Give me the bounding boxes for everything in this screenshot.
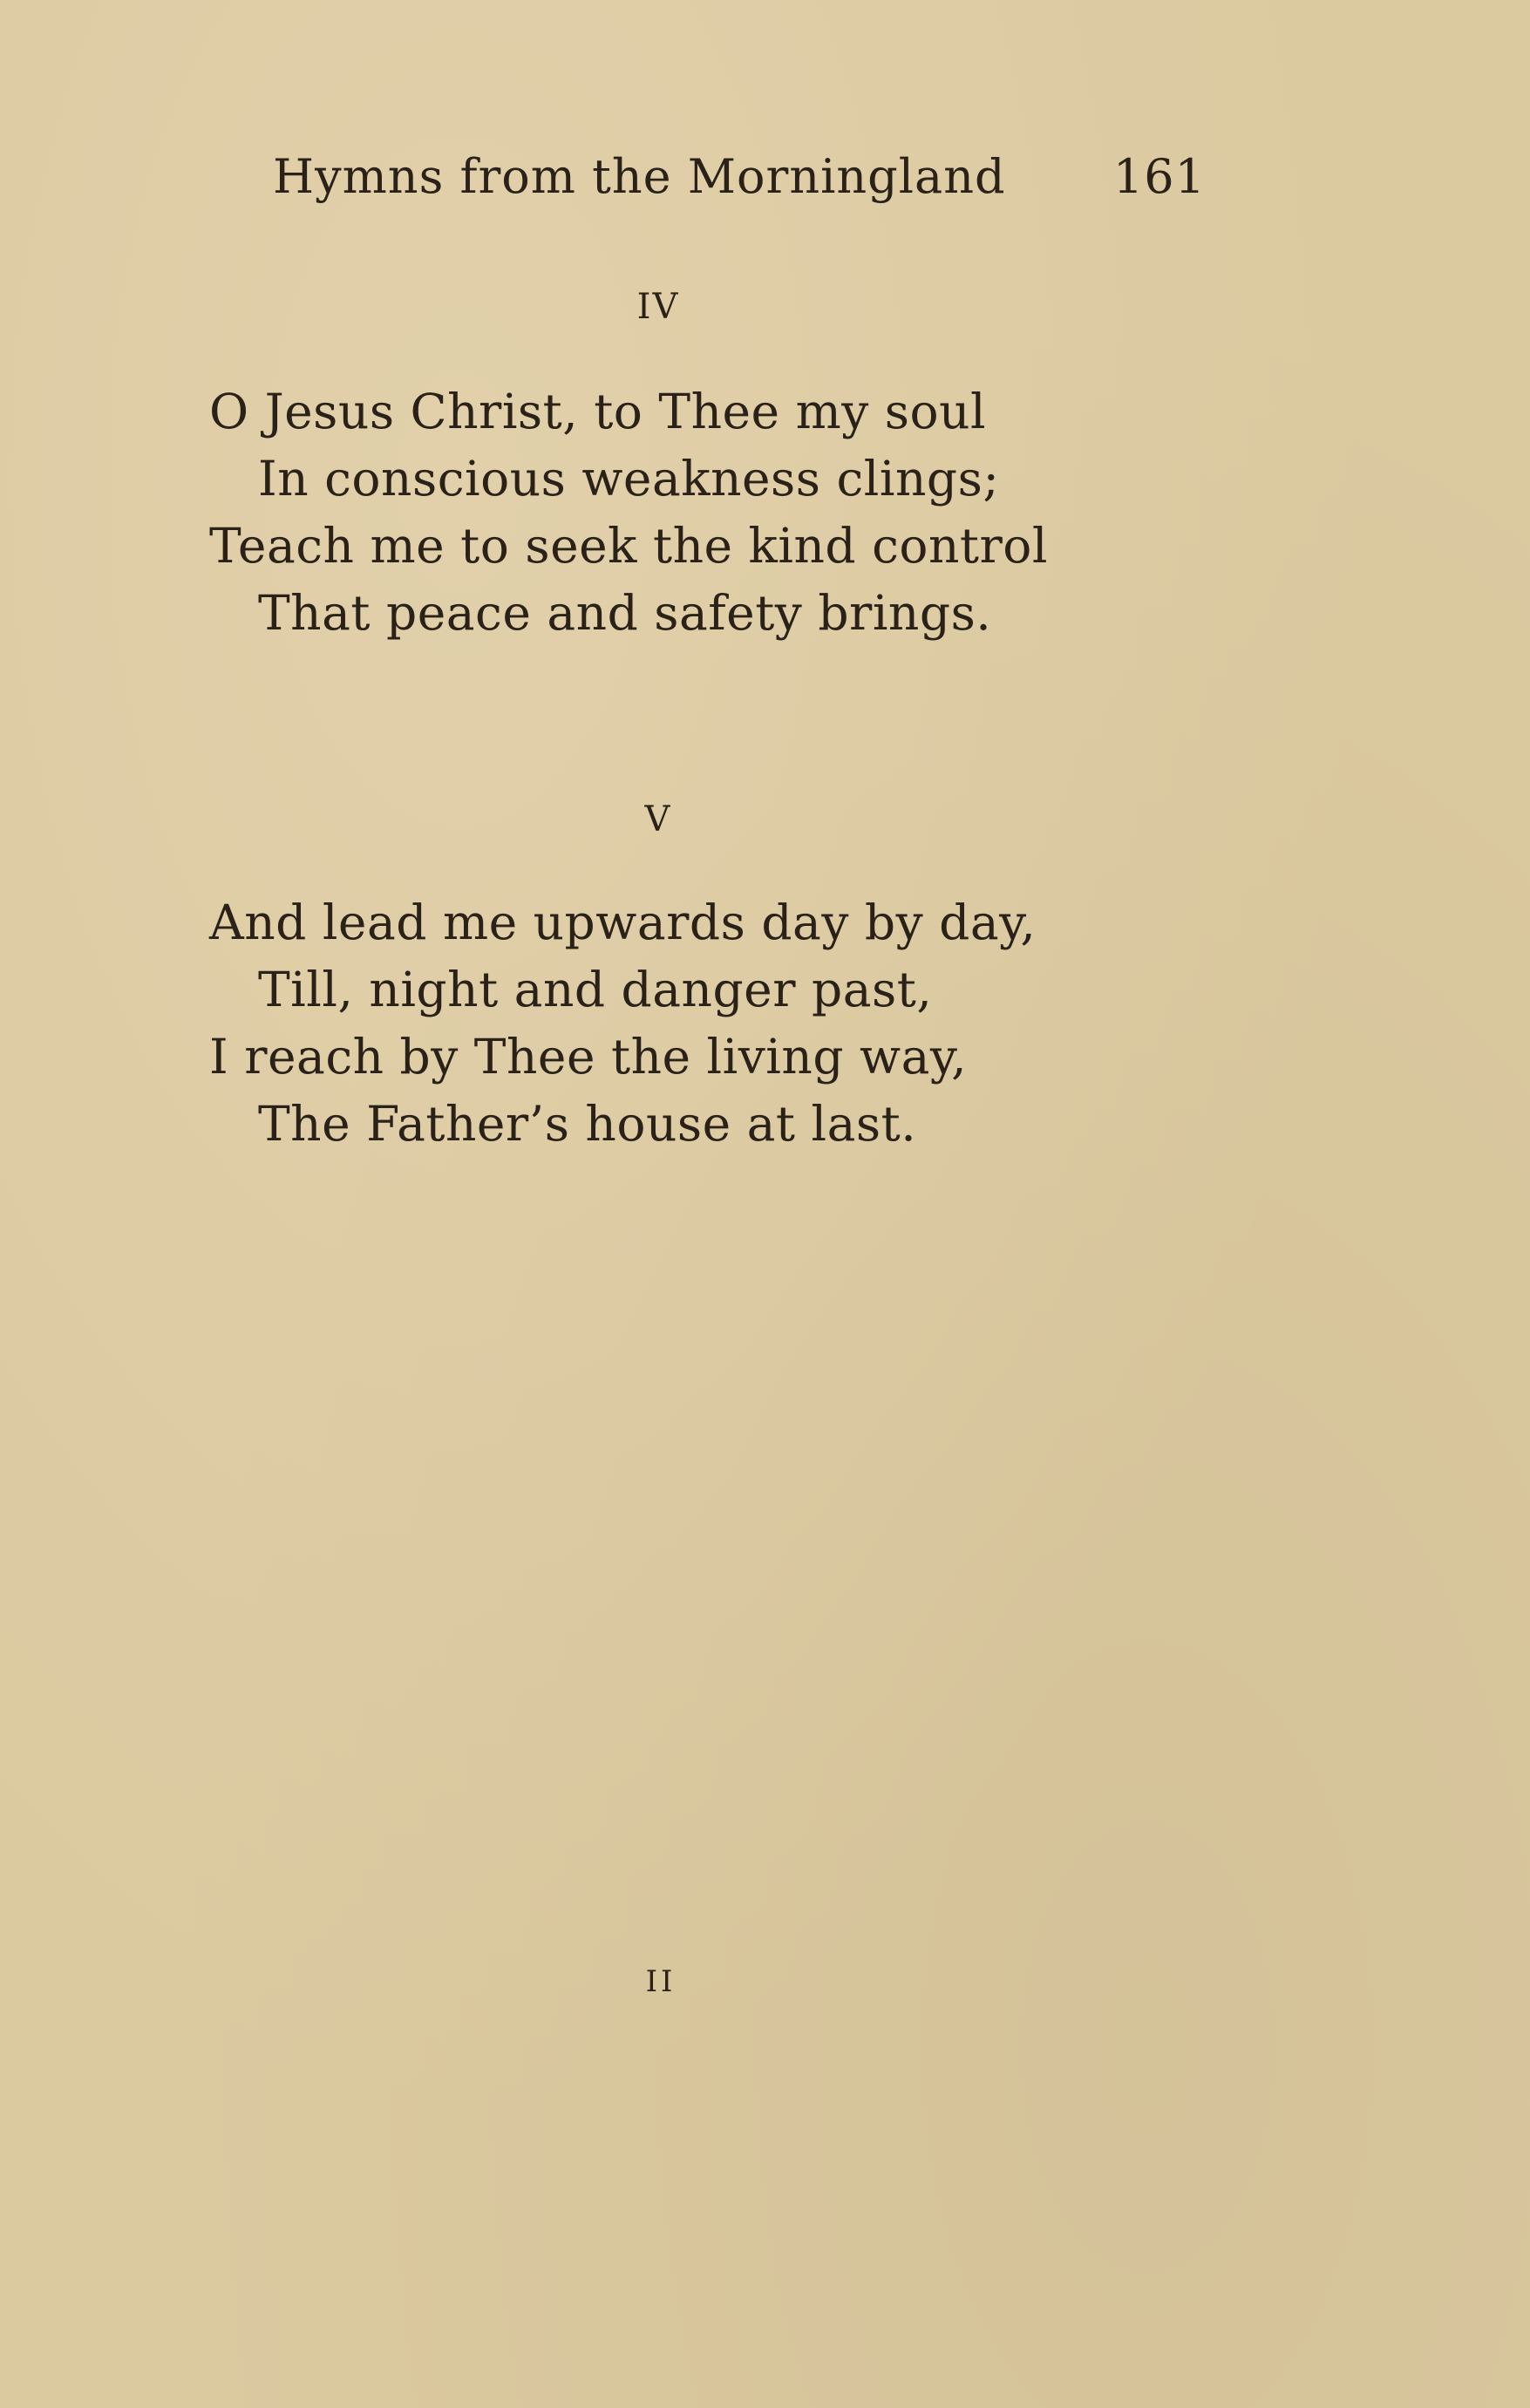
verse-line: O Jesus Christ, to Thee my soul [209,384,987,439]
signature-mark: II [645,1964,677,1999]
verse-line: That peace and safety brings. [258,585,992,641]
running-head [273,146,1206,207]
stanza-iv [209,378,1255,647]
running-title: Hymns from the Morningland [273,149,1006,204]
verse-line: Teach me to seek the kind control [209,518,1049,574]
verse-line: Till, night and danger past, [258,962,933,1017]
verse-line: I reach by Thee the living way, [209,1029,968,1085]
verse-line: In conscious weakness clings; [258,451,1000,507]
stanza-number-v: V [644,799,672,840]
verse-line: And lead me upwards day by day, [209,894,1037,950]
stanza-v [209,889,1255,1158]
page-number: 161 [1112,149,1206,204]
stanza-number-iv: IV [636,287,680,327]
verse-line: The Father’s house at last. [258,1096,917,1152]
